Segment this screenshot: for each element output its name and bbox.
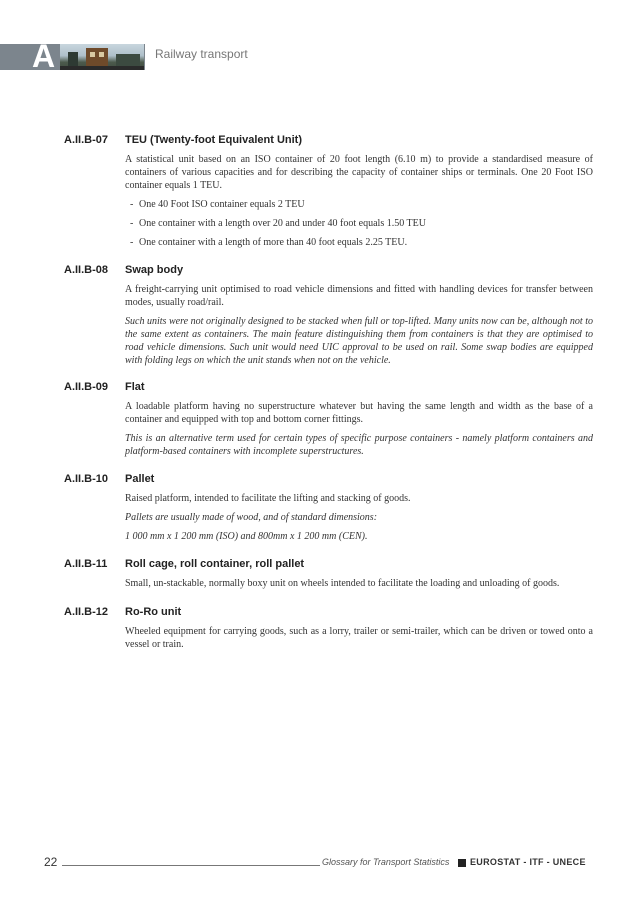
entry-term: Swap body [125,264,184,276]
list-item: - One container with a length of more than 40 foot equals 2.25 TEU. [130,237,408,248]
chapter-letter: A [32,38,56,74]
page-footer [0,854,638,870]
entry-body [125,625,593,657]
entry-term: Ro-Ro unit [125,606,182,618]
entry-note: This is an alternative term used for certain types of specific purpose containers - namely platform containers and platform-based containers with incomplete superstructures. [125,433,593,457]
entry-note-dimensions: 1 000 mm x 1 200 mm (ISO) and 800mm x 1 200 mm (CEN). [125,531,368,542]
square-bullet-icon [458,859,466,867]
entry-code: A.II.B-11 [64,558,108,570]
entry-note: Such units were not originally designed to be stacked when full or top-lifted. Many units now can be, although not to the same extent as containers. The main feature distinguishing them from containers is that they are optimised to road vehicle dimensions. Such unit would need UIC approval to be used on rail. Some swap bodies are equipped with folding legs on which the unit stands when not on the vehicle. [125,316,593,366]
railway-photo [60,44,144,70]
entry-definition: Wheeled equipment for carrying goods, such as a lorry, trailer or semi-trailer, which can be driven or towed onto a vessel or train. [125,626,593,650]
entry-definition: Raised platform, intended to facilitate the lifting and stacking of goods. [125,493,411,504]
entry-definition: A loadable platform having no superstructure whatever but having the same length and width as the base of a container and equipped with top and bottom corner fittings. [125,401,593,425]
entry-body [125,400,593,464]
footer-rule [62,865,320,866]
publisher-names: EUROSTAT - ITF - UNECE [470,857,586,867]
entry-body [125,492,593,549]
entry-code: A.II.B-08 [64,264,109,276]
entry-term: Pallet [125,473,155,485]
entry-term: Roll cage, roll container, roll pallet [125,558,305,570]
entry-code: A.II.B-10 [64,473,109,485]
chapter-title: Railway transport [155,47,248,61]
entry-term: Flat [125,381,145,393]
entry-bullet-list [125,198,593,249]
entry-code: A.II.B-12 [64,606,109,618]
entry-definition: Small, un-stackable, normally boxy unit on wheels intended to facilitate the loading and unloading of goods. [125,578,560,589]
entry-definition: A statistical unit based on an ISO container of 20 foot length (6.10 m) to provide a standardised measure of containers of various capacities and for describing the capacity of container ships or terminals. One 20 Foot ISO container equals 1 TEU. [125,154,593,191]
page-number: 22 [44,855,58,869]
entry-body [125,283,593,373]
entry-code: A.II.B-07 [64,134,109,146]
entry-note: Pallets are usually made of wood, and of standard dimensions: [125,512,378,523]
entry-body [125,577,593,596]
entry-body [125,153,593,255]
entry-definition: A freight-carrying unit optimised to road vehicle dimensions and fitted with handling devices for transfer between modes, usually road/rail. [125,284,593,308]
publication-title: Glossary for Transport Statistics [322,857,450,867]
list-item: - One container with a length over 20 and under 40 foot equals 1.50 TEU [130,218,426,229]
entry-term: TEU (Twenty-foot Equivalent Unit) [125,134,303,146]
entry-code: A.II.B-09 [64,381,109,393]
list-item: - One 40 Foot ISO container equals 2 TEU [130,199,305,210]
page-header [0,38,638,74]
